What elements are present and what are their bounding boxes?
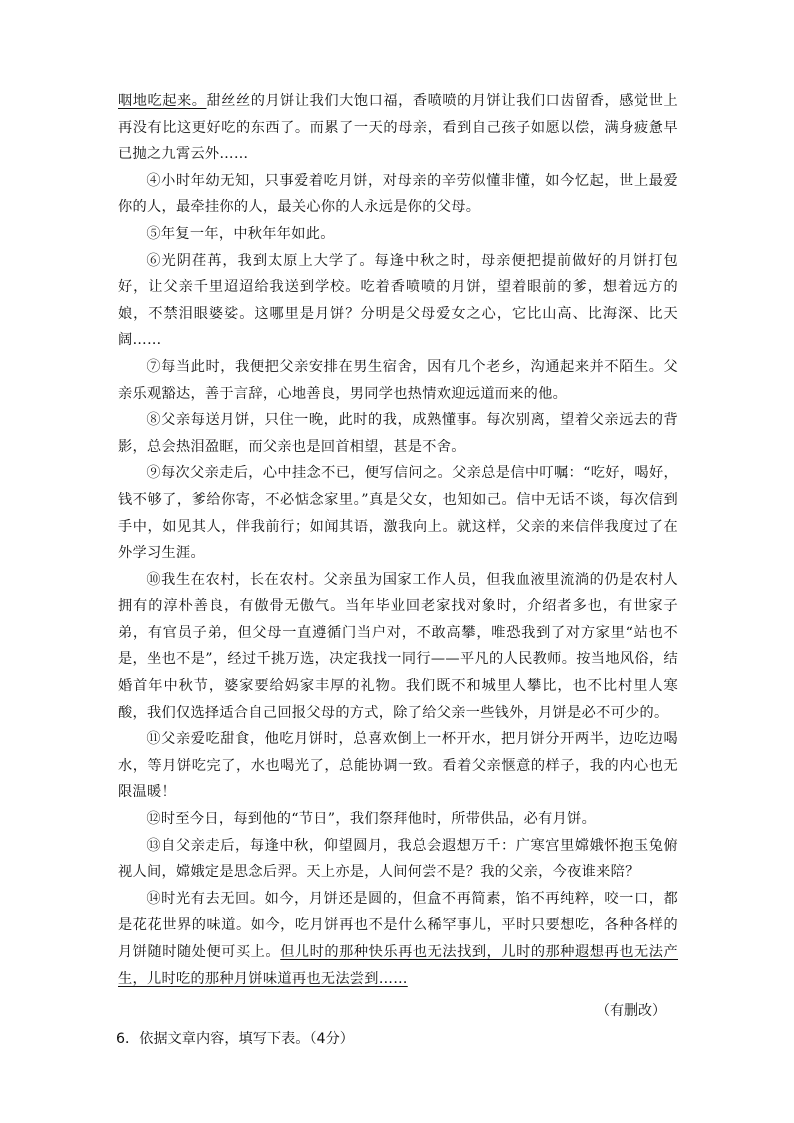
paragraph-5: ⑤年复一年，中秋年年如此。 [146, 225, 335, 242]
paragraph-11: ⑪父亲爱吃甜食，他吃月饼时，总喜欢倒上一杯开水，把月饼分开两半，边吃边喝水，等月饼吃完了，水也喝光了，总能协调一致。看着父亲惬意的样子，我的内心也无限温暖！ [118, 731, 678, 801]
paragraph-7: ⑦每当此时，我便把父亲安排在男生宿舍，因有几个老乡，沟通起来并不陌生。父亲乐观豁达，善于言辞，心地善良，男同学也热情欢迎远道而来的他。 [118, 358, 678, 402]
paragraph-12: ⑫时至今日，每到他的“节日”，我们祭拜他时，所带供品，必有月饼。 [146, 811, 597, 828]
paragraph-text: ⑭时光有去无回。如今，月饼还是圆的，但盒不再简素，馅不再纯粹，咬一口，都是花花世界的味道。如今，吃月饼再也不是什么稀罕事儿，平时只要想吃，各种各样的月饼随时随处便可买上。 [118, 890, 678, 960]
paragraph-10: ⑩我生在农村，长在农村。父亲虽为国家工作人员，但我血液里流淌的仍是农村人拥有的淳朴善良，有傲骨无傲气。当年毕业回老家找对象时，介绍者多也，有世家子弟，有官员子弟，但父母一直遵循门当户对，不敢高攀，唯恐我到了对方家里“站也不是，坐也不是”，经过千挑万选，决定我找一同行——平凡的人民教师。按当地风俗，结婚首年中秋节，婆家要给妈家丰厚的礼物。我们既不和城里人攀比，也不比村里人寒酸，我们仅选择适合自己回报父母的方式，除了给父亲一些钱外，月饼是必不可少的。 [118, 571, 678, 721]
paragraph-9: ⑨每次父亲走后，心中挂念不已，便写信问之。父亲总是信中叮嘱：“吃好，喝好，钱不够了，爹给你寄，不必惦念家里。”真是父女，也知如己。信中无话不谈，每次信到手中，如见其人，伴我前行；如闻其语，激我向上。就这样，父亲的来信伴我度过了在外学习生涯。 [118, 465, 678, 562]
edit-credit: （有删改） [596, 1003, 666, 1020]
paragraph-8: ⑧父亲每送月饼，只住一晚，此时的我，成熟懂事。每次别离，望着父亲远去的背影，总会热泪盈眶，而父亲也是回首相望，甚是不舍。 [118, 412, 678, 455]
paragraph-continued [118, 88, 678, 168]
question-6: 6．依据文章内容，填写下表。（4分） [116, 1031, 354, 1048]
paragraph-4: ④小时年幼无知，只事爱着吃月饼，对母亲的辛劳似懂非懂，如今忆起，世上最爱你的人，最牵挂你的人，最关心你的人永远是你的父母。 [118, 172, 678, 216]
paragraph-text: 甜丝丝的月饼让我们大饱口福，香喷喷的月饼让我们口齿留香，感觉世上再没有比这更好吃的东西了。而累了一天的母亲，看到自己孩子如愿以偿，满身疲惫早已抛之九霄云外…… [118, 93, 678, 163]
paragraph-6: ⑥光阴荏苒，我到太原上大学了。每逢中秋之时，母亲便把提前做好的月饼打包好，让父亲千里迢迢给我送到学校。吃着香喷喷的月饼，望着眼前的爹，想着远方的娘，不禁泪眼婆娑。这哪里是月饼？分明是父母爱女之心，它比山高、比海深、比天阔…… [118, 252, 678, 349]
underlined-sentence: 但儿时的那种快乐再也无法找到，儿时的那种遐想再也无法产生，儿时吃的那种月饼味道再也无法尝到…… [118, 944, 678, 987]
document-page [118, 88, 678, 1052]
paragraph-13: ⑬自父亲走后，每逢中秋，仰望圆月，我总会遐想万千：广寒宫里嫦娥怀抱玉兔俯视人间，嫦娥定是思念后羿。天上亦是，人间何尝不是？我的父亲，今夜谁来陪？ [118, 837, 678, 881]
underlined-text: 咽地吃起来。 [118, 93, 207, 109]
paragraph-14 [118, 886, 678, 992]
